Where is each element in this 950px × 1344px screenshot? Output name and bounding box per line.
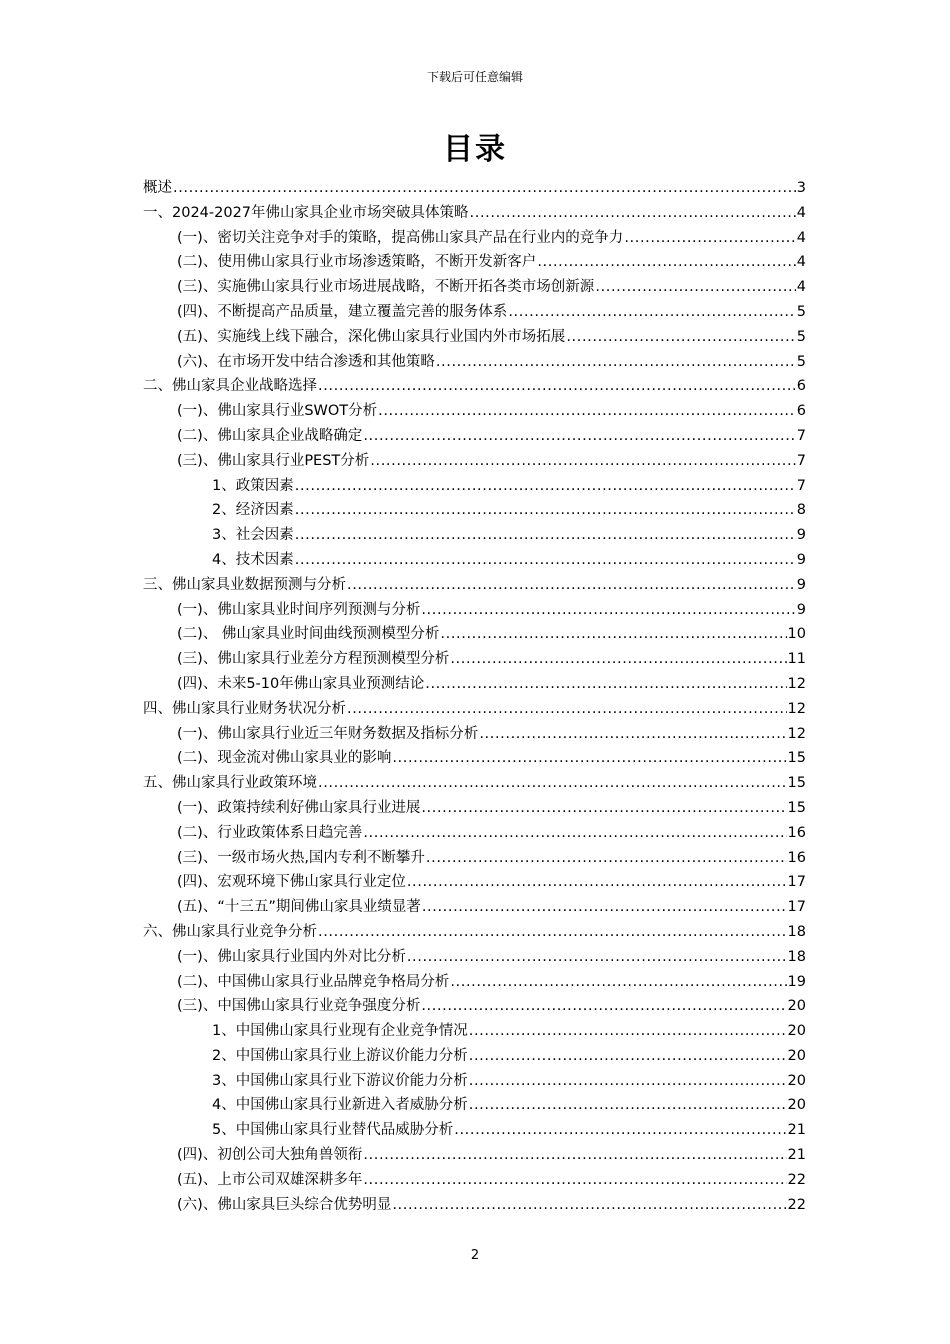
toc-entry[interactable] (143, 970, 806, 995)
toc-entry-title: (二)、现金流对佛山家具业的影响 (177, 750, 392, 767)
toc-dot-leader (422, 895, 787, 920)
toc-dot-leader (469, 1044, 787, 1069)
toc-entry-page: 9 (796, 601, 806, 618)
toc-entry[interactable] (143, 1143, 806, 1168)
toc-entry-page: 15 (787, 775, 806, 792)
toc-entry[interactable] (143, 895, 806, 920)
toc-dot-leader (537, 250, 795, 275)
toc-dot-leader (173, 176, 796, 201)
toc-entry-title: (三)、实施佛山家具行业市场进展战略，不断开拓各类市场创新源 (177, 279, 595, 296)
toc-entry-title: (四)、不断提高产品质量，建立覆盖完善的服务体系 (177, 303, 508, 320)
toc-entry-title: 4、中国佛山家具行业新进入者威胁分析 (212, 1097, 468, 1114)
toc-entry-page: 10 (787, 626, 806, 643)
toc-entry-page: 20 (787, 1097, 806, 1114)
toc-entry[interactable] (143, 870, 806, 895)
toc-dot-leader (454, 1118, 786, 1143)
toc-entry[interactable] (143, 796, 806, 821)
toc-entry-title: (一)、佛山家具行业国内外对比分析 (177, 948, 406, 965)
toc-entry-title: (二)、中国佛山家具行业品牌竞争格局分析 (177, 973, 450, 990)
toc-entry-title: 5、中国佛山家具行业替代品威胁分析 (212, 1122, 454, 1139)
toc-entry-page: 3 (796, 180, 806, 196)
toc-dot-leader (407, 945, 787, 970)
toc-entry-title: (四)、未来5-10年佛山家具业预测结论 (177, 675, 425, 692)
toc-entry-title: (一)、政策持续利好佛山家具行业进展 (177, 799, 421, 816)
toc-dot-leader (595, 275, 795, 300)
toc-entry[interactable] (143, 1069, 806, 1094)
toc-entry[interactable] (143, 300, 806, 325)
toc-entry-page: 9 (796, 576, 806, 593)
toc-dot-leader (295, 523, 796, 548)
toc-entry-page: 16 (787, 849, 806, 866)
toc-entry-title: 概述 (143, 180, 172, 196)
toc-dot-leader (295, 474, 796, 499)
toc-dot-leader (370, 449, 795, 474)
toc-entry-page: 6 (796, 403, 806, 420)
toc-entry-title: (三)、中国佛山家具行业竞争强度分析 (177, 998, 421, 1015)
toc-entry-page: 11 (787, 651, 806, 668)
toc-dot-leader (363, 424, 795, 449)
toc-entry-title: (二)、佛山家具企业战略确定 (177, 427, 363, 444)
toc-entry-title: (三)、一级市场火热,国内专利不断攀升 (177, 849, 425, 866)
toc-entry-page: 20 (787, 1072, 806, 1089)
toc-entry-page: 21 (787, 1122, 806, 1139)
toc-entry-title: 2、中国佛山家具行业上游议价能力分析 (212, 1047, 468, 1064)
toc-entry-title: (四)、宏观环境下佛山家具行业定位 (177, 874, 406, 891)
toc-entry-title: (一)、佛山家具行业近三年财务数据及指标分析 (177, 725, 479, 742)
toc-entry[interactable] (143, 374, 806, 399)
toc-entry[interactable] (143, 746, 806, 771)
toc-entry-title: 1、中国佛山家具行业现有企业竞争情况 (212, 1023, 468, 1040)
toc-entry[interactable] (143, 1118, 806, 1143)
toc-dot-leader (295, 498, 796, 523)
toc-dot-leader (347, 697, 787, 722)
toc-dot-leader (407, 870, 787, 895)
toc-entry-page: 5 (796, 328, 806, 345)
toc-entry-page: 5 (796, 353, 806, 370)
toc-entry[interactable] (143, 1019, 806, 1044)
toc-dot-leader (469, 1093, 787, 1118)
toc-entry-title: (六)、在市场开发中结合渗透和其他策略 (177, 353, 435, 370)
toc-entry[interactable] (143, 672, 806, 697)
toc-dot-leader (421, 796, 786, 821)
toc-dot-leader (440, 622, 786, 647)
toc-entry-page: 7 (796, 452, 806, 469)
toc-entry-title: 1、政策因素 (212, 477, 294, 494)
toc-entry[interactable] (143, 622, 806, 647)
toc-dot-leader (295, 548, 796, 573)
toc-entry[interactable] (143, 846, 806, 871)
toc-entry[interactable] (143, 449, 806, 474)
toc-entry-title: 4、技术因素 (212, 551, 294, 568)
toc-entry[interactable] (143, 1044, 806, 1069)
toc-entry-page: 7 (796, 477, 806, 494)
toc-entry-page: 21 (787, 1147, 806, 1164)
toc-entry-title: 五、佛山家具行业政策环境 (143, 775, 317, 792)
toc-entry-page: 20 (787, 1023, 806, 1040)
toc-dot-leader (470, 201, 796, 226)
toc-dot-leader (392, 1193, 786, 1218)
toc-dot-leader (624, 226, 795, 251)
toc-entry[interactable] (143, 399, 806, 424)
toc-entry[interactable] (143, 176, 806, 201)
toc-entry-page: 17 (787, 874, 806, 891)
toc-dot-leader (426, 846, 787, 871)
toc-entry[interactable] (143, 325, 806, 350)
toc-dot-leader (318, 920, 787, 945)
toc-entry-title: (五)、上市公司双雄深耕多年 (177, 1171, 363, 1188)
toc-entry[interactable] (143, 250, 806, 275)
toc-entry-page: 12 (787, 675, 806, 692)
toc-entry-page: 9 (796, 527, 806, 544)
toc-entry[interactable] (143, 920, 806, 945)
toc-dot-leader (318, 374, 796, 399)
toc-entry-title: 3、中国佛山家具行业下游议价能力分析 (212, 1072, 468, 1089)
toc-dot-leader (436, 350, 796, 375)
toc-entry-page: 4 (796, 204, 806, 221)
page-number: 2 (470, 1248, 480, 1263)
toc-entry[interactable] (143, 945, 806, 970)
toc-entry-title: (一)、佛山家具行业SWOT分析 (177, 403, 378, 420)
toc-entry-title: (三)、佛山家具行业PEST分析 (177, 452, 370, 469)
toc-entry[interactable] (143, 771, 806, 796)
toc-entry-page: 12 (787, 700, 806, 717)
toc-entry[interactable] (143, 1168, 806, 1193)
toc-entry-page: 8 (796, 502, 806, 519)
toc-entry[interactable] (143, 722, 806, 747)
toc-entry-title: 一、2024-2027年佛山家具企业市场突破具体策略 (143, 204, 469, 221)
toc-entry[interactable] (143, 598, 806, 623)
toc-dot-leader (421, 598, 795, 623)
toc-entry-title: 二、佛山家具企业战略选择 (143, 378, 317, 395)
header-note: 下载后可任意编辑 (426, 70, 523, 84)
toc-entry-page: 20 (787, 1047, 806, 1064)
toc-entry[interactable] (143, 1093, 806, 1118)
toc-entry-title: (五)、实施线上线下融合，深化佛山家具行业国内外市场拓展 (177, 328, 566, 345)
toc-entry-page: 15 (787, 750, 806, 767)
toc-entry-title: (一)、佛山家具业时间序列预测与分析 (177, 601, 421, 618)
toc-dot-leader (392, 746, 786, 771)
toc-entry[interactable] (143, 573, 806, 598)
toc-entry-title: (五)、“十三五”期间佛山家具业绩显著 (177, 899, 421, 916)
toc-dot-leader (363, 1168, 786, 1193)
toc-entry-title: 六、佛山家具行业竞争分析 (143, 923, 317, 940)
toc-entry[interactable] (143, 523, 806, 548)
toc-entry-title: 四、佛山家具行业财务状况分析 (143, 700, 346, 717)
toc-entry[interactable] (143, 548, 806, 573)
toc-dot-leader (469, 1069, 787, 1094)
toc-entry[interactable] (143, 1193, 806, 1218)
toc-entry[interactable] (143, 350, 806, 375)
toc-dot-leader (421, 994, 786, 1019)
toc-entry-page: 18 (787, 923, 806, 940)
toc-dot-leader (347, 573, 796, 598)
toc-dot-leader (318, 771, 787, 796)
toc-dot-leader (479, 722, 786, 747)
toc-entry-title: (六)、佛山家具巨头综合优势明显 (177, 1196, 392, 1213)
toc-entry-page: 4 (796, 279, 806, 296)
toc-entry-page: 7 (796, 427, 806, 444)
toc-entry-page: 16 (787, 824, 806, 841)
table-of-contents (143, 176, 806, 1217)
toc-entry-title: (二)、使用佛山家具行业市场渗透策略，不断开发新客户 (177, 254, 537, 271)
toc-dot-leader (363, 1143, 786, 1168)
toc-dot-leader (508, 300, 795, 325)
toc-entry-page: 6 (796, 378, 806, 395)
toc-entry-title: (三)、佛山家具行业差分方程预测模型分析 (177, 651, 450, 668)
toc-entry[interactable] (143, 275, 806, 300)
toc-dot-leader (450, 647, 786, 672)
toc-entry-page: 12 (787, 725, 806, 742)
toc-entry[interactable] (143, 424, 806, 449)
toc-dot-leader (363, 821, 786, 846)
toc-entry[interactable] (143, 647, 806, 672)
toc-entry-title: 2、经济因素 (212, 502, 294, 519)
toc-entry-page: 18 (787, 948, 806, 965)
toc-dot-leader (378, 399, 796, 424)
toc-entry-page: 9 (796, 551, 806, 568)
toc-entry-page: 4 (796, 229, 806, 246)
toc-entry[interactable] (143, 226, 806, 251)
toc-dot-leader (566, 325, 795, 350)
toc-entry-page: 22 (787, 1171, 806, 1188)
toc-dot-leader (469, 1019, 787, 1044)
toc-entry[interactable] (143, 994, 806, 1019)
toc-entry-page: 15 (787, 799, 806, 816)
toc-entry-page: 17 (787, 899, 806, 916)
toc-entry[interactable] (143, 697, 806, 722)
toc-entry-title: (一)、密切关注竞争对手的策略，提高佛山家具产品在行业内的竞争力 (177, 229, 624, 246)
toc-dot-leader (425, 672, 786, 697)
toc-entry-page: 19 (787, 973, 806, 990)
toc-entry-title: (二)、行业政策体系日趋完善 (177, 824, 363, 841)
page-title: 目录 (443, 132, 507, 167)
toc-entry-title: (二)、 佛山家具业时间曲线预测模型分析 (177, 626, 440, 643)
toc-entry-page: 20 (787, 998, 806, 1015)
toc-entry[interactable] (143, 821, 806, 846)
toc-dot-leader (450, 970, 786, 995)
toc-entry-page: 22 (787, 1196, 806, 1213)
toc-entry-title: 三、佛山家具业数据预测与分析 (143, 576, 346, 593)
toc-entry-title: 3、社会因素 (212, 527, 294, 544)
toc-entry-title: (四)、初创公司大独角兽领衔 (177, 1147, 363, 1164)
toc-entry[interactable] (143, 474, 806, 499)
toc-entry-page: 5 (796, 303, 806, 320)
toc-entry[interactable] (143, 201, 806, 226)
toc-entry-page: 4 (796, 254, 806, 271)
toc-entry[interactable] (143, 498, 806, 523)
